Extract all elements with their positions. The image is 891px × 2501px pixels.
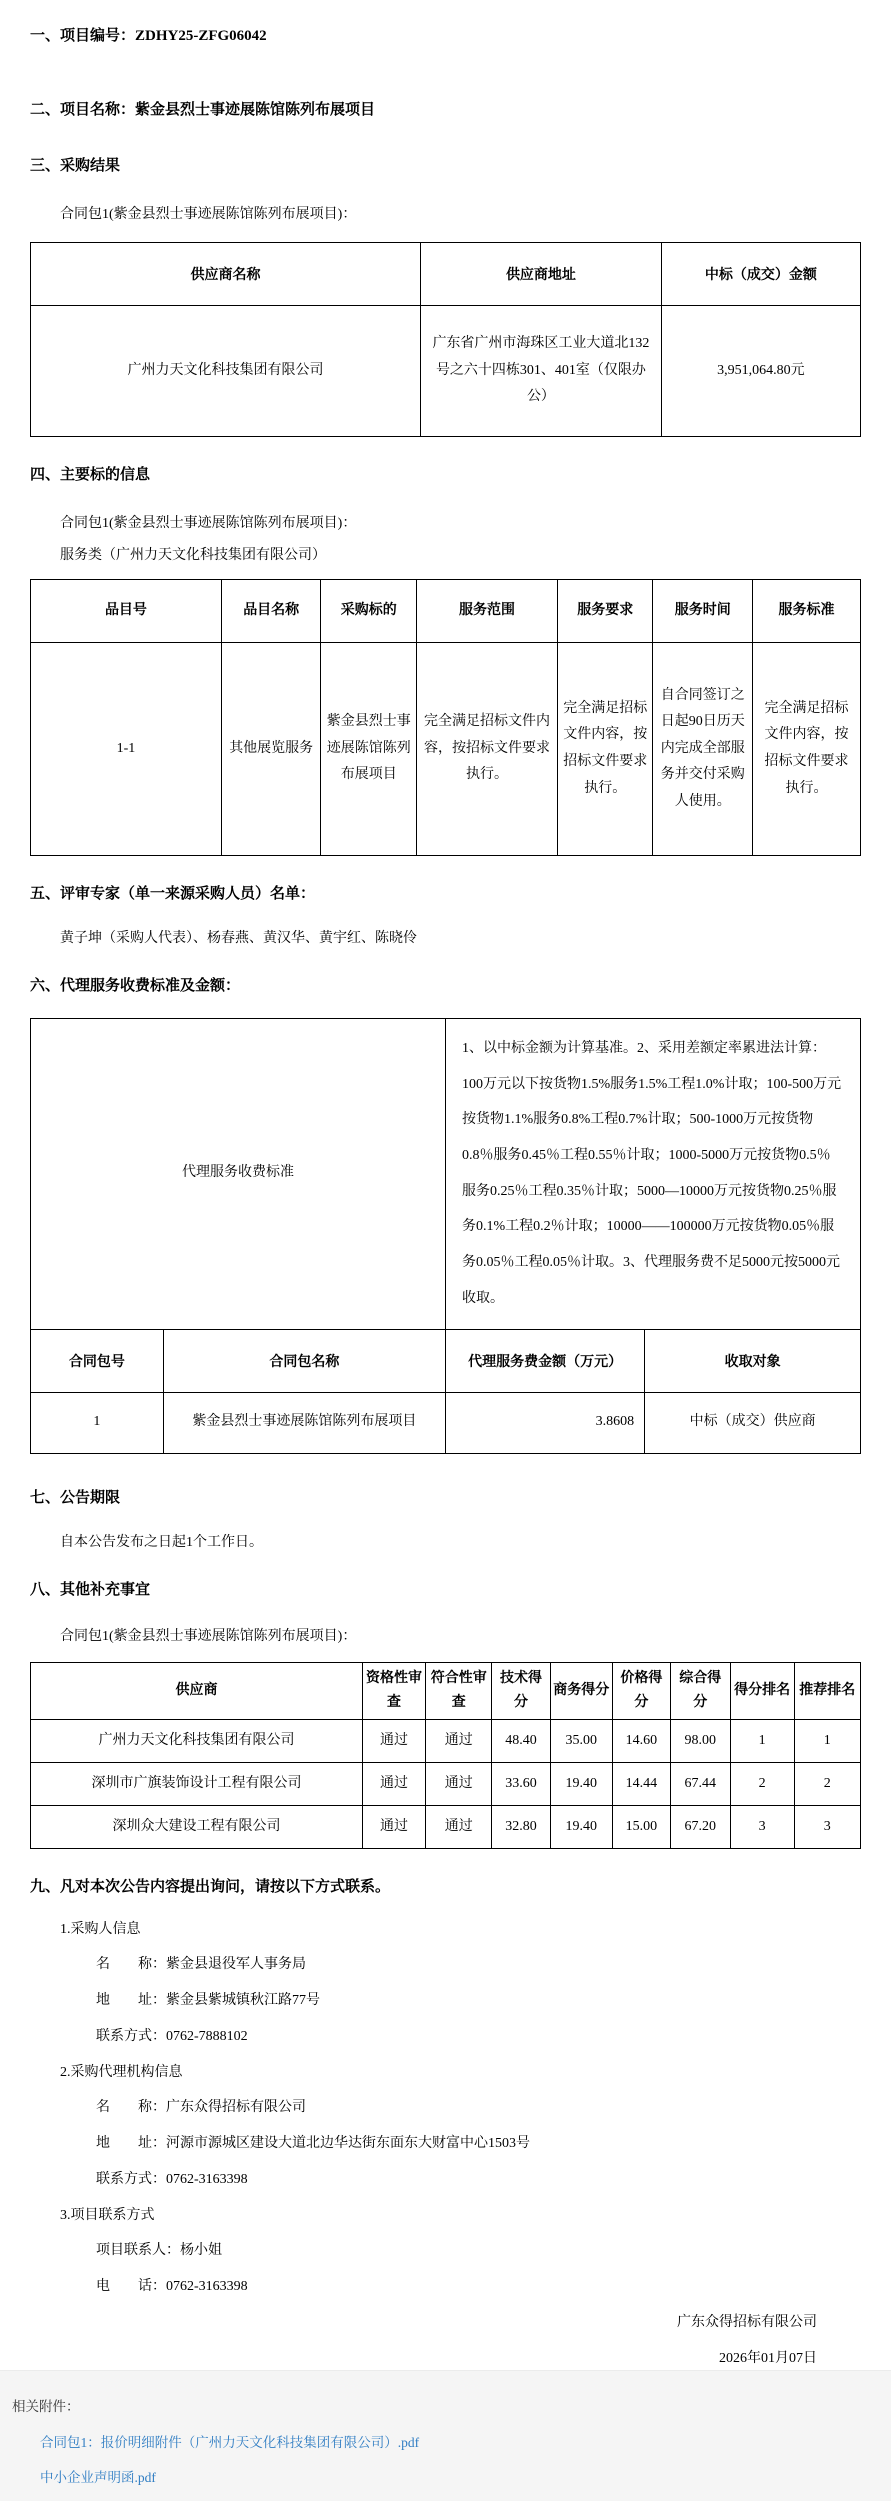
column-header: 采购标的 [321, 580, 416, 643]
column-header: 合同包号 [31, 1329, 164, 1392]
table-header-row [31, 580, 861, 643]
experts-list: 黄子坤（采购人代表）、杨春燕、黄汉华、黄宇红、陈晓伶 [60, 931, 417, 946]
table-row [31, 643, 861, 856]
conformity-review-cell: 通过 [426, 1719, 492, 1762]
signature-date: 2026年01月07日 [719, 2350, 817, 2366]
column-header: 品目名称 [221, 580, 321, 643]
announcement-period-text: 自本公告发布之日起1个工作日。 [60, 1534, 263, 1550]
technical-score-cell: 48.40 [492, 1719, 550, 1762]
section-main-subject-heading: 四、主要标的信息 [30, 467, 151, 483]
agency-contact: 联系方式：0762-3163398 [96, 2171, 248, 2187]
column-header: 品目号 [31, 580, 222, 643]
fee-standard-label-cell: 代理服务收费标准 [31, 1019, 446, 1330]
section-other-matters-heading: 八、其他补充事宜 [30, 1581, 151, 1598]
column-header: 服务要求 [558, 580, 653, 643]
total-score-cell: 67.20 [670, 1805, 730, 1848]
column-header: 符合性审查 [426, 1662, 492, 1719]
recommend-rank-cell: 2 [794, 1762, 860, 1805]
item-number-cell: 1-1 [31, 643, 222, 856]
business-score-cell: 19.40 [550, 1805, 612, 1848]
price-score-cell: 15.00 [612, 1805, 670, 1848]
procurement-subject-cell: 紫金县烈士事迹展陈馆陈列布展项目 [321, 643, 416, 856]
agency-fee-table [30, 1018, 861, 1454]
package-label: 合同包1(紫金县烈士事迹展陈馆陈列布展项目)： [60, 516, 357, 531]
recommend-rank-cell: 1 [794, 1719, 860, 1762]
agency-name: 名 称：广东众得招标有限公司 [96, 2099, 306, 2115]
score-rank-cell: 1 [730, 1719, 794, 1762]
column-header: 中标（成交）金额 [661, 243, 860, 306]
technical-score-cell: 33.60 [492, 1762, 550, 1805]
column-header: 供应商 [31, 1662, 363, 1719]
total-score-cell: 67.44 [670, 1762, 730, 1805]
signature-block [30, 2312, 861, 2370]
service-category-label: 服务类（广州力天文化科技集团有限公司） [60, 548, 326, 563]
column-header: 收取对象 [645, 1329, 861, 1392]
total-score-cell: 98.00 [670, 1719, 730, 1762]
section-project-name-heading: 二、项目名称：紫金县烈士事迹展陈馆陈列布展项目 [30, 102, 376, 118]
column-header: 服务范围 [416, 580, 557, 643]
technical-score-cell: 32.80 [492, 1805, 550, 1848]
supplier-name-cell: 深圳市广旗装饰设计工程有限公司 [31, 1762, 363, 1805]
table-header-row [31, 1329, 861, 1392]
purchaser-address: 地 址：紫金县紫城镇秋江路77号 [96, 1992, 320, 2008]
price-score-cell: 14.44 [612, 1762, 670, 1805]
price-score-cell: 14.60 [612, 1719, 670, 1762]
agency-info-title: 2.采购代理机构信息 [60, 2064, 183, 2080]
column-header: 供应商名称 [31, 243, 421, 306]
agency-address: 地 址：河源市源城区建设大道北边华达街东面东大财富中心1503号 [96, 2135, 530, 2151]
column-header: 价格得分 [612, 1662, 670, 1719]
bid-subject-table [30, 579, 861, 856]
column-header: 商务得分 [550, 1662, 612, 1719]
section-procurement-result-heading: 三、采购结果 [30, 158, 121, 174]
fee-payer-cell: 中标（成交）供应商 [645, 1392, 861, 1453]
section-announcement-period-heading: 七、公告期限 [30, 1489, 121, 1506]
column-header: 供应商地址 [421, 243, 662, 306]
service-standard-cell: 完全满足招标文件内容，按招标文件要求执行。 [753, 643, 861, 856]
table-header-row [31, 1662, 861, 1719]
purchaser-info-title: 1.采购人信息 [60, 1921, 141, 1937]
package-number-cell: 1 [31, 1392, 164, 1453]
column-header: 推荐排名 [794, 1662, 860, 1719]
column-header: 代理服务费金额（万元） [445, 1329, 644, 1392]
result-table [30, 242, 861, 437]
supplier-name-cell: 广州力天文化科技集团有限公司 [31, 306, 421, 437]
attachment-link-sme-declaration-pdf[interactable]: 中小企业声明函.pdf [40, 2469, 156, 2485]
attachment-link-quotation-pdf[interactable]: 合同包1：报价明细附件（广州力天文化科技集团有限公司）.pdf [40, 2434, 420, 2450]
recommend-rank-cell: 3 [794, 1805, 860, 1848]
column-header: 技术得分 [492, 1662, 550, 1719]
table-row [31, 1392, 861, 1453]
section-project-number-heading: 一、项目编号：ZDHY25-ZFG06042 [30, 28, 267, 44]
conformity-review-cell: 通过 [426, 1805, 492, 1848]
score-rank-cell: 3 [730, 1805, 794, 1848]
project-contact-phone: 电 话：0762-3163398 [96, 2278, 248, 2294]
business-score-cell: 35.00 [550, 1719, 612, 1762]
column-header: 资格性审查 [363, 1662, 426, 1719]
package-label: 合同包1(紫金县烈士事迹展陈馆陈列布展项目)： [60, 1628, 357, 1644]
qualification-review-cell: 通过 [363, 1719, 426, 1762]
attachments-label: 相关附件： [12, 2398, 80, 2414]
award-amount-cell: 3,951,064.80元 [661, 306, 860, 437]
business-score-cell: 19.40 [550, 1762, 612, 1805]
table-row [31, 1762, 861, 1805]
signature-company: 广东众得招标有限公司 [677, 2314, 817, 2330]
column-header: 服务标准 [753, 580, 861, 643]
item-name-cell: 其他展览服务 [221, 643, 321, 856]
qualification-review-cell: 通过 [363, 1762, 426, 1805]
score-rank-cell: 2 [730, 1762, 794, 1805]
section-experts-heading: 五、评审专家（单一来源采购人员）名单： [30, 886, 316, 902]
score-table [30, 1662, 861, 1849]
purchaser-contact: 联系方式：0762-7888102 [96, 2028, 248, 2044]
package-name-cell: 紫金县烈士事迹展陈馆陈列布展项目 [163, 1392, 445, 1453]
fee-standard-row [31, 1019, 861, 1330]
qualification-review-cell: 通过 [363, 1805, 426, 1848]
column-header: 合同包名称 [163, 1329, 445, 1392]
service-scope-cell: 完全满足招标文件内容，按招标文件要求执行。 [416, 643, 557, 856]
package-label: 合同包1(紫金县烈士事迹展陈馆陈列布展项目)： [60, 207, 357, 222]
section-agency-fee-heading: 六、代理服务收费标准及金额： [30, 978, 241, 994]
supplier-name-cell: 广州力天文化科技集团有限公司 [31, 1719, 363, 1762]
column-header: 综合得分 [670, 1662, 730, 1719]
supplier-address-cell: 广东省广州市海珠区工业大道北132号之六十四栋301、401室（仅限办公） [421, 306, 662, 437]
conformity-review-cell: 通过 [426, 1762, 492, 1805]
column-header: 得分排名 [730, 1662, 794, 1719]
purchaser-name: 名 称：紫金县退役军人事务局 [96, 1956, 306, 1972]
table-header-row [31, 243, 861, 306]
table-row [31, 1805, 861, 1848]
fee-amount-cell: 3.8608 [445, 1392, 644, 1453]
table-row [31, 306, 861, 437]
section-contact-heading: 九、凡对本次公告内容提出询问，请按以下方式联系。 [30, 1878, 391, 1895]
project-contact-title: 3.项目联系方式 [60, 2207, 155, 2223]
project-contact-person: 项目联系人：杨小姐 [96, 2242, 222, 2258]
table-row [31, 1719, 861, 1762]
column-header: 服务时间 [653, 580, 753, 643]
attachments-footer [0, 2370, 891, 2501]
supplier-name-cell: 深圳众大建设工程有限公司 [31, 1805, 363, 1848]
service-time-cell: 自合同签订之日起90日历天内完成全部服务并交付采购人使用。 [653, 643, 753, 856]
service-requirement-cell: 完全满足招标文件内容，按招标文件要求执行。 [558, 643, 653, 856]
fee-standard-text-cell: 1、以中标金额为计算基准。2、采用差额定率累进法计算：100万元以下按货物1.5%服务1.5%工程1.0%计取；100-500万元按货物1.1%服务0.8%工程0.7%计取；500-1000万元按货物0.8％服务0.45％工程0.55％计取；1000-5000万元按货物0.5％服务0.25％工程0.35％计取；5000—10000万元按货物0.25％服务0.1%工程0.2％计取；10000——100000万元按货物0.05％服务0.05％工程0.05％计取。3、代理服务费不足5000元按5000元收取。 [445, 1019, 860, 1330]
